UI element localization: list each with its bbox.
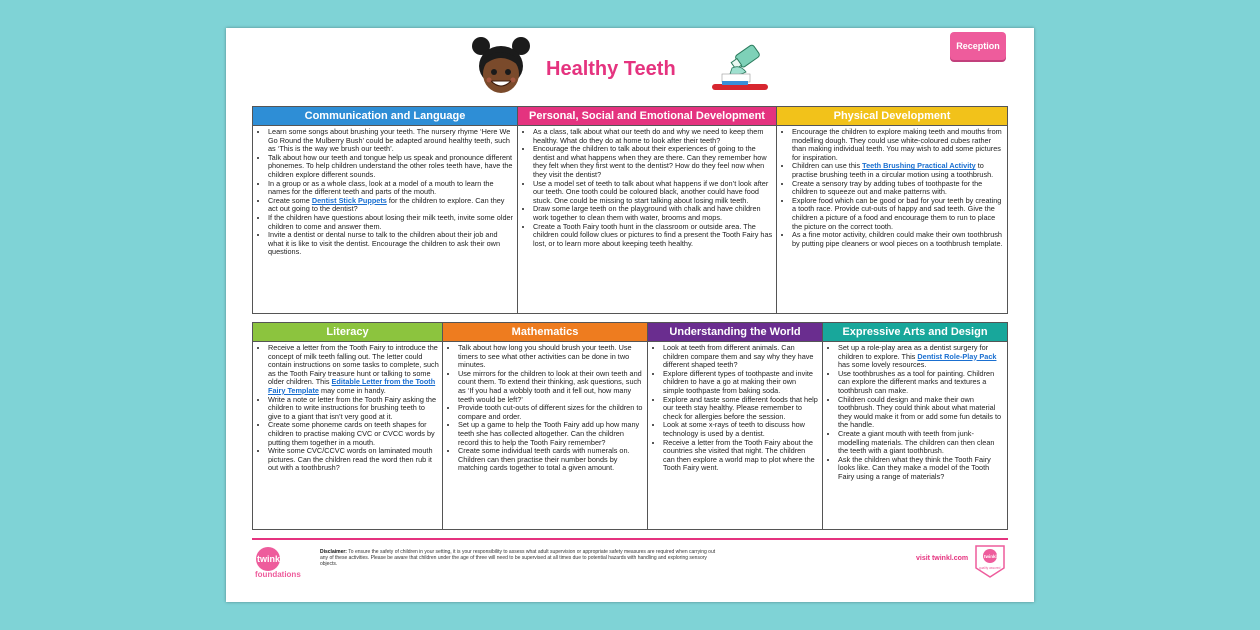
activity-item (838, 430, 1004, 456)
activity-item (663, 344, 819, 370)
section-header: Communication and Language (253, 107, 517, 126)
activity-text: Use mirrors for the children to look at their own teeth and count them. To extend their thinking, ask questions, such as ‘If you had a wobbly tooth and it fell out, how many teeth would be left?’ (458, 368, 642, 404)
activity-text: Explore and taste some different foods that help our teeth stay healthy. Please remember to check for allergies before the session. (663, 394, 818, 421)
section-expressive-arts (823, 323, 1007, 529)
activity-item (663, 421, 819, 438)
activity-item (838, 456, 1004, 482)
activity-text: Learn some songs about brushing your teeth. The nursery rhyme ‘Here We Go Round the Mulberry Bush’ could be adapted around healthy teeth, such as ‘This is the way we brush our teeth’. (268, 127, 511, 154)
disclaimer (320, 549, 720, 567)
activity-text: Children could design and make their own toothbrush. They could think about what material they would make it from or add some fun details to the handle. (838, 394, 1002, 430)
activity-item (838, 344, 1004, 370)
section-header: Expressive Arts and Design (823, 323, 1007, 342)
activity-item (458, 344, 644, 370)
activity-text: As a class, talk about what our teeth do and why we need to keep them healthy. What do they do at home to look after their teeth? (533, 127, 764, 145)
activity-item (458, 370, 644, 404)
logo-line2: foundations (255, 570, 301, 579)
activity-text: Create some (268, 195, 312, 205)
activity-item (268, 128, 514, 154)
toothbrush-toothpaste-icon (708, 38, 770, 98)
activity-text: Look at teeth from different animals. Can children compare them and say why they have different shaped teeth? (663, 343, 814, 370)
footer-divider (252, 538, 1008, 540)
activity-text: Explore food which can be good or bad for your teeth by creating a tooth race. Provide cut-outs of happy and sad teeth. Give the children a picture of a food and encourage them to run to place the picture on the correct tooth. (792, 195, 1002, 231)
activity-text: In a group or as a whole class, look at a model of a mouth to learn the names for the different teeth and parts of the mouth. (268, 178, 494, 197)
activity-text: Encourage the children to explore making teeth and mouths from modelling dough. They could use white-coloured cubes rather than making individual teeth. You may wish to add some pictures for inspiration. (792, 127, 1002, 162)
activity-list (777, 126, 1007, 248)
quality-assured-seal (974, 544, 1006, 578)
seal-sub: quality assured (979, 566, 1001, 570)
reception-badge: Reception (950, 32, 1006, 60)
activity-text: Encourage the children to talk about their experiences of going to the dentist and what happens when they are there. Can they remember how they felt when they first went to the dentist? How do they feel now when they visit the dentist? (533, 144, 767, 179)
activity-item (268, 231, 514, 257)
resource-link[interactable]: Teeth Brushing Practical Activity (862, 161, 976, 171)
activity-item (268, 344, 439, 396)
page-title: Healthy Teeth (546, 58, 676, 80)
activity-text: Ask the children what they think the Tooth Fairy looks like. Can they make a model of the Tooth Fairy using a range of materials? (838, 454, 991, 481)
area-grid-top (252, 106, 1008, 314)
activity-text: Invite a dentist or dental nurse to talk to the children about their job and what it is like to visit the dentist. Encourage the children to ask their own questions. (268, 230, 500, 257)
activity-text: If the children have questions about losing their milk teeth, invite some older children to come and answer them. (268, 212, 513, 231)
visit-link[interactable]: visit twinkl.com (916, 555, 969, 562)
resource-link[interactable]: Dentist Stick Puppets (311, 195, 387, 205)
activity-item (268, 154, 514, 180)
activity-item (458, 421, 644, 447)
activity-text: Receive a letter from the Tooth Fairy about the countries she visited that night. The children can then explore a world map to plot where the Tooth Fairy went. (663, 437, 815, 473)
activity-text: to practise brushing teeth in a circular motion using a toothbrush. (792, 161, 994, 179)
activity-item (663, 396, 819, 422)
activity-item (792, 197, 1004, 231)
activity-item (838, 396, 1004, 430)
activity-text: Children can use this (792, 161, 863, 171)
activity-item (533, 128, 773, 145)
section-header: Mathematics (443, 323, 647, 342)
activity-text: Draw some large teeth on the playground with chalk and have children work together to clean them with water, brooms and mops. (533, 204, 761, 222)
activity-text: Create some individual teeth cards with numerals on. Children can then practise their number bonds by matching cards together to total a given amount. (458, 446, 630, 473)
section-personal-social (518, 107, 777, 313)
resource-link[interactable]: Editable Letter from the Tooth Fairy Template (268, 377, 436, 395)
activity-text: Create a giant mouth with teeth from junk-modelling materials. The children can then clean the teeth with a giant toothbrush. (838, 428, 995, 456)
activity-item (268, 447, 439, 473)
activity-text: Provide tooth cut-outs of different sizes for the children to compare and order. (458, 403, 643, 421)
activity-text: Explore different types of toothpaste and invite children to have a go at making their own simple toothpaste from baking soda. (663, 368, 813, 395)
section-header: Personal, Social and Emotional Development (518, 107, 776, 126)
activity-text: Look at some x-rays of teeth to discuss how technology is used by a dentist. (663, 420, 805, 438)
activity-item (268, 396, 439, 422)
section-understanding-world (648, 323, 823, 529)
activity-list (443, 342, 647, 473)
disclaimer-text: To ensure the safety of children in your setting, it is your responsibility to assess what adult supervision or appropriate safety measures are required when carrying out any of these activities. Please be aware that children under the age of three will need to be supervised at all times due to potential hazards with handling and exploring sensory objects. (320, 549, 716, 567)
section-header: Understanding the World (648, 323, 822, 342)
activity-item (268, 421, 439, 447)
planning-sheet (226, 28, 1034, 602)
activity-text: Use toothbrushes as a tool for painting. Children can explore the different marks and textures a toothbrush can make. (838, 368, 995, 395)
activity-item (268, 197, 514, 214)
activity-list (253, 342, 442, 473)
section-header: Physical Development (777, 107, 1007, 126)
disclaimer-label: Disclaimer: (320, 549, 347, 555)
activity-text: Write a note or letter from the Tooth Fairy asking the children to write instructions for brushing teeth to give to a giant that isn’t very good at it. (268, 394, 437, 421)
activity-text: Receive a letter from the Tooth Fairy to introduce the concept of milk teeth falling out. The letter could contain instructions on some tasks to complete, such as the Tooth Fairy treasure hunt or talking to some older children. This (268, 343, 439, 387)
activity-text: Use a model set of teeth to talk about what happens if we don’t look after our teeth. One tooth could be coloured black, another could have food stuck. One could be missing to start talking about losing milk teeth. (533, 178, 769, 205)
activity-item (268, 214, 514, 231)
activity-text: Write some CVC/CCVC words on laminated mouth pictures. Can the children read the word then rub it out with a toothbrush? (268, 446, 433, 473)
activity-text: Set up a game to help the Tooth Fairy add up how many teeth she has collected altogether. Can the children record this to help the Tooth Fairy remember? (458, 420, 640, 447)
activity-item (533, 223, 773, 249)
activity-item (838, 370, 1004, 396)
activity-list (518, 126, 776, 248)
activity-text: As a fine motor activity, children could make their own toothbrush by putting pipe cleaners or wool pieces on a toothbrush template. (792, 230, 1003, 248)
section-header: Literacy (253, 323, 442, 342)
activity-text: Create a Tooth Fairy tooth hunt in the classroom or outside area. The children could follow clues or pictures to find a present the Tooth Fairy has lost, or to learn more about keeping teeth healthy. (533, 221, 773, 248)
seal-text: twinkl (984, 554, 997, 559)
activity-text: may come in handy. (318, 385, 386, 395)
activity-item (268, 180, 514, 197)
activity-item (533, 205, 773, 222)
activity-text: has some lovely resources. (838, 360, 927, 370)
activity-list (823, 342, 1007, 482)
activity-text: Create a sensory tray by adding tubes of toothpaste for the children to squeeze out and make patterns with. (792, 178, 983, 197)
activity-item (792, 162, 1004, 179)
activity-item (792, 128, 1004, 162)
activity-item (663, 439, 819, 473)
child-face-illustration (472, 36, 530, 98)
activity-list (648, 342, 822, 473)
area-grid-bottom (252, 322, 1008, 530)
section-communication (253, 107, 518, 313)
activity-text: for the children to explore. Can they act out going to the dentist? (268, 195, 505, 214)
activity-item (533, 145, 773, 179)
logo-line1: twinkl (257, 554, 283, 564)
activity-text: Talk about how our teeth and tongue help us speak and pronounce different phonemes. To help children understand the other roles teeth have, have the children explore different sounds. (268, 152, 513, 179)
section-literacy (253, 323, 443, 529)
activity-item (458, 404, 644, 421)
activity-text: Set up a role-play area as a dentist surgery for children to explore. This (838, 343, 989, 361)
twinkl-foundations-logo (254, 544, 306, 582)
activity-item (663, 370, 819, 396)
section-mathematics (443, 323, 648, 529)
section-physical (777, 107, 1007, 313)
activity-item (533, 180, 773, 206)
activity-text: Create some phoneme cards on teeth shapes for children to practise making CVC or CVCC words by putting them together in a mouth. (268, 420, 435, 447)
resource-link[interactable]: Dentist Role-Play Pack (917, 351, 997, 361)
activity-text: Talk about how long you should brush your teeth. Use timers to see what other activities can be done in two minutes. (458, 343, 632, 370)
activity-item (792, 180, 1004, 197)
activity-item (792, 231, 1004, 248)
activity-list (253, 126, 517, 257)
activity-item (458, 447, 644, 473)
